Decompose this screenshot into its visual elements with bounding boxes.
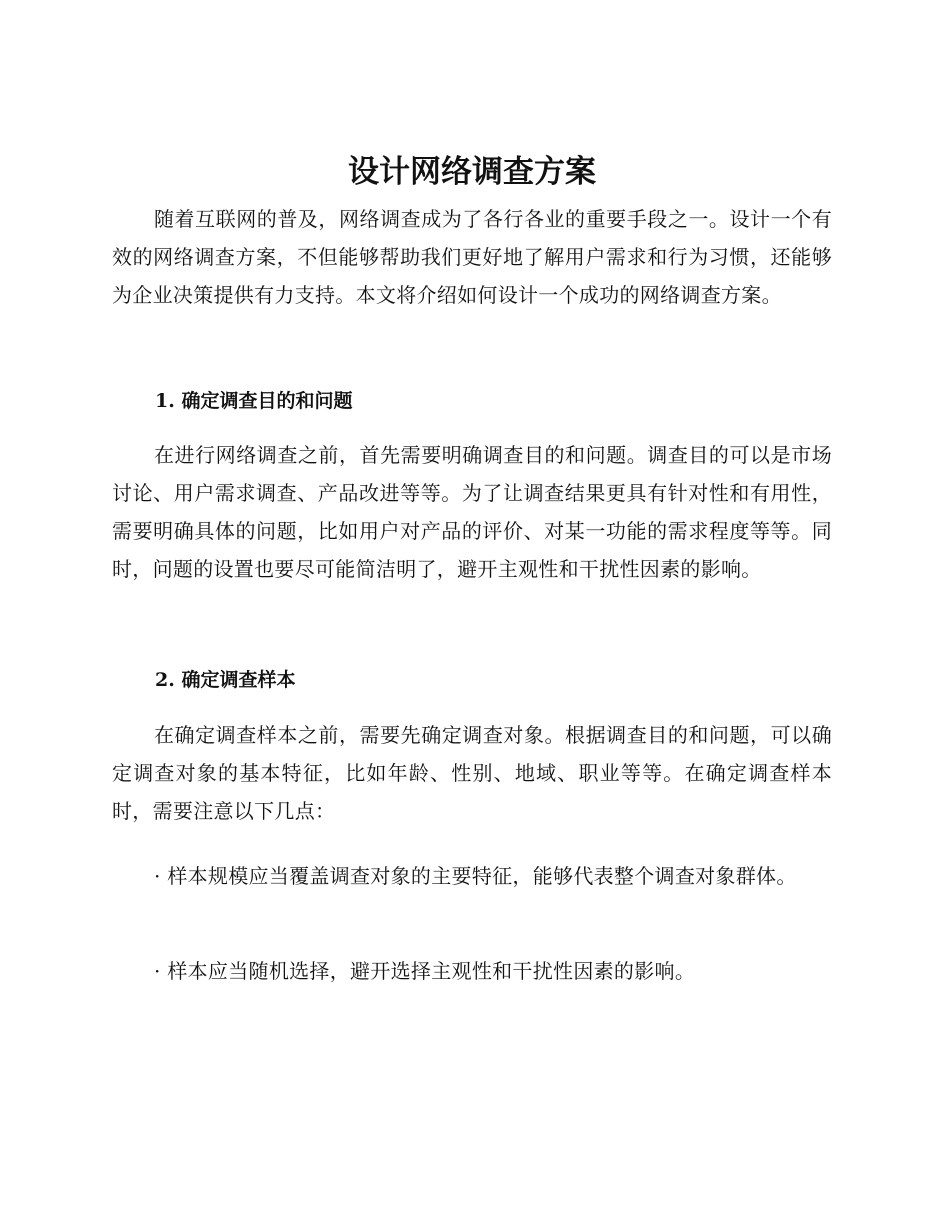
- section-heading-2: 2. 确定调查样本: [155, 669, 296, 691]
- section-heading-1: 1. 确定调查目的和问题: [155, 390, 353, 412]
- document-title: 设计网络调查方案: [348, 154, 596, 190]
- bullet-item-2: · 样本应当随机选择，避开选择主观性和干扰性因素的影响。: [154, 959, 696, 983]
- bullet-item-1: · 样本规模应当覆盖调查对象的主要特征，能够代表整个调查对象群体。: [154, 864, 797, 888]
- section-1-paragraph: 在进行网络调查之前，首先需要明确调查目的和问题。调查目的可以是市场讨论、用户需求调查、产品改进等等。为了让调查结果更具有针对性和有用性，需要明确具体的问题，比如用户对产品的评价、对某一功能的需求程度等等。同时，问题的设置也要尽可能简洁明了，避开主观性和干扰性因素的影响。: [112, 443, 832, 581]
- section-2-paragraph: 在确定调查样本之前，需要先确定调查对象。根据调查目的和问题，可以确定调查对象的基本特征，比如年龄、性别、地域、职业等等。在确定调查样本时，需要注意以下几点：: [112, 723, 832, 823]
- intro-paragraph: 随着互联网的普及，网络调查成为了各行各业的重要手段之一。设计一个有效的网络调查方案，不但能够帮助我们更好地了解用户需求和行为习惯，还能够为企业决策提供有力支持。本文将介绍如何设计一个成功的网络调查方案。: [112, 207, 832, 307]
